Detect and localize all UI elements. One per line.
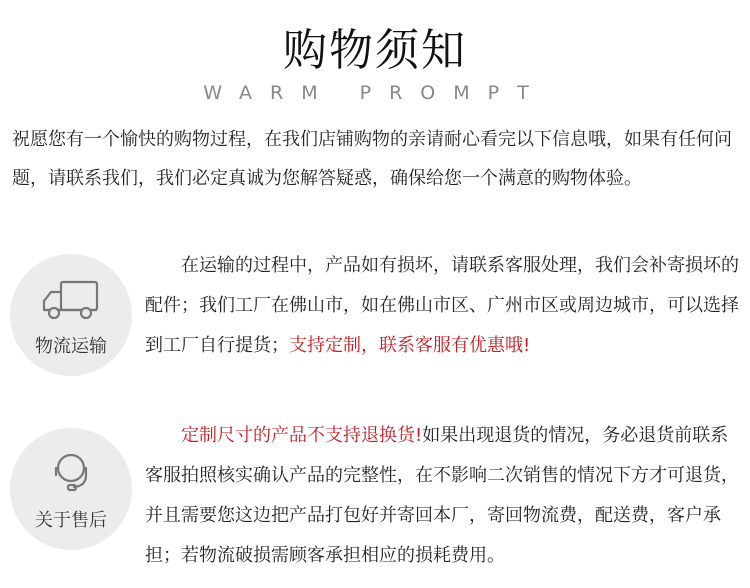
headset-icon — [10, 448, 132, 502]
page-title: 购物须知 — [283, 25, 467, 76]
aftersales-highlight: 定制尺寸的产品不支持退换货! — [181, 425, 423, 446]
logistics-text — [145, 246, 741, 366]
aftersales-text — [145, 416, 741, 576]
aftersales-label: 关于售后 — [35, 510, 107, 531]
logistics-label: 物流运输 — [35, 336, 107, 357]
page-subtitle: WARM PROMPT — [203, 82, 547, 104]
logistics-highlight: 支持定制，联系客服有优惠哦! — [289, 335, 531, 356]
logistics-badge — [10, 254, 132, 376]
truck-icon — [10, 278, 132, 326]
aftersales-body: 如果出现退货的情况，务必退货前联系客服拍照核实确认产品的完整性，在不影响二次销售的情况下方才可退货，并且需要您这边把产品打包好并寄回本厂，寄回物流费，配送费，客户承担；若物流破损需顾客承担相应的损耗费用。 — [145, 425, 739, 566]
intro-paragraph: 祝愿您有一个愉快的购物过程，在我们店铺购物的亲请耐心看完以下信息哦，如果有任何问题，请联系我们，我们必定真诚为您解答疑惑，确保给您一个满意的购物体验。 — [12, 129, 732, 189]
aftersales-badge — [10, 428, 132, 550]
logistics-body: 在运输的过程中，产品如有损坏，请联系客服处理，我们会补寄损坏的配件；我们工厂在佛山市，如在佛山市区、广州市区或周边城市，可以选择到工厂自行提货； — [145, 255, 739, 356]
